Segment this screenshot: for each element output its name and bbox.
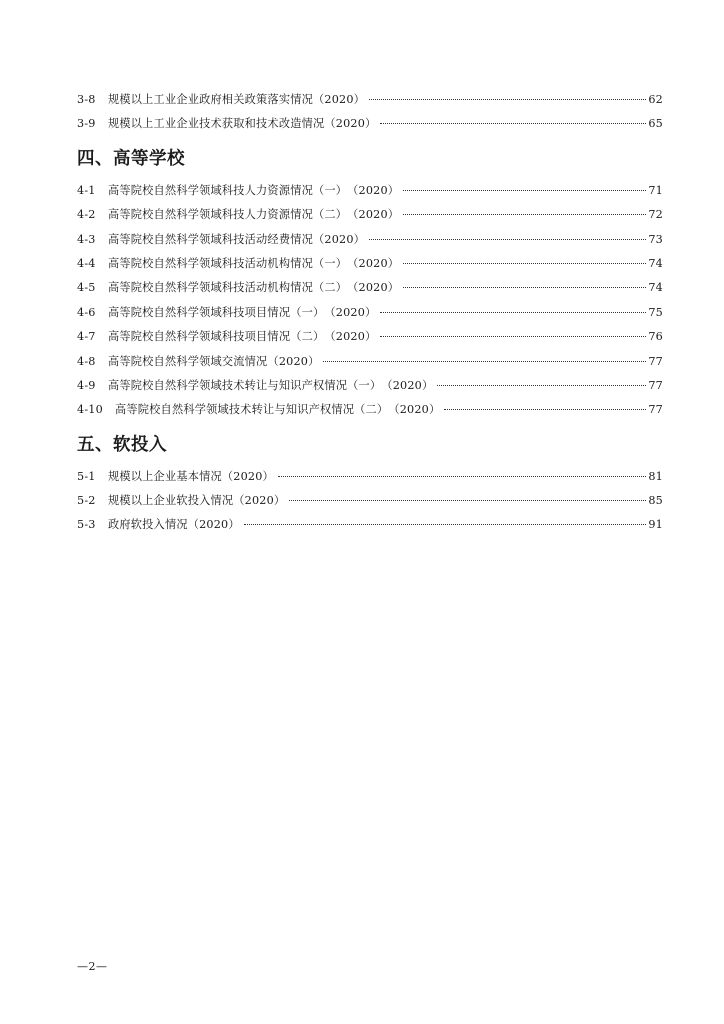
- entry-title: 高等院校自然科学领域技术转让与知识产权情况（一）: [108, 378, 382, 392]
- entry-number: 4-7: [77, 330, 96, 344]
- entry-title: 规模以上工业企业技术获取和技术改造情况: [108, 117, 325, 131]
- entry-page-number: 85: [648, 494, 663, 508]
- dot-leader: [403, 286, 646, 288]
- entry-number: 4-10: [77, 403, 103, 417]
- entry-number: 5-3: [77, 518, 96, 532]
- entry-year: （2020）: [381, 378, 434, 392]
- entry-title: 高等院校自然科学领域科技人力资源情况（一）: [108, 183, 348, 197]
- entry-title: 高等院校自然科学领域科技活动经费情况: [108, 232, 313, 246]
- entry-page-number: 72: [648, 208, 663, 222]
- dot-leader: [403, 213, 646, 215]
- entry-page-number: 74: [648, 281, 663, 295]
- entry-number: 3-9: [77, 117, 96, 131]
- entry-year: （2020）: [221, 469, 274, 483]
- entry-year: （2020）: [312, 93, 366, 106]
- dot-leader: [444, 408, 646, 410]
- dot-leader: [369, 238, 646, 240]
- dot-leader: [403, 262, 646, 264]
- entry-title: 高等院校自然科学领域科技活动机构情况（一）: [108, 256, 348, 270]
- entry-page-number: 62: [648, 93, 663, 106]
- entry-year: （2020）: [324, 330, 377, 344]
- toc-entry[interactable]: [77, 350, 663, 374]
- entry-number: 4-9: [77, 378, 96, 392]
- entry-title: 高等院校自然科学领域科技项目情况（一）: [108, 305, 325, 319]
- dot-leader: [403, 189, 646, 191]
- entry-page-number: 74: [648, 256, 663, 270]
- dot-leader: [380, 122, 646, 124]
- entry-number: 3-8: [77, 93, 96, 106]
- entry-page-number: 81: [648, 469, 663, 483]
- dot-leader: [369, 98, 646, 100]
- toc-entry[interactable]: [77, 88, 663, 112]
- toc-entry[interactable]: [77, 374, 663, 398]
- entry-title: 高等院校自然科学领域科技项目情况（二）: [108, 330, 325, 344]
- toc-entry[interactable]: [77, 179, 663, 203]
- entry-year: （2020）: [324, 117, 377, 131]
- dot-leader: [380, 335, 646, 337]
- dot-leader: [380, 311, 646, 313]
- entry-page-number: 71: [648, 183, 663, 197]
- entry-title: 政府软投入情况: [108, 518, 188, 532]
- entry-number: 5-1: [77, 469, 96, 483]
- entry-title: 高等院校自然科学领域科技人力资源情况（二）: [108, 208, 348, 222]
- entry-year: （2020）: [187, 518, 240, 532]
- entry-page-number: 77: [648, 354, 663, 368]
- toc-section-universities: [77, 141, 663, 423]
- entry-page-number: 65: [648, 117, 663, 131]
- toc-entry[interactable]: [77, 513, 663, 537]
- dot-leader: [323, 360, 646, 362]
- toc-entry[interactable]: [77, 301, 663, 325]
- entry-title: 高等院校自然科学领域交流情况: [108, 354, 268, 368]
- entry-number: 4-8: [77, 354, 96, 368]
- page-number-footer: —2—: [77, 960, 108, 973]
- toc-entry[interactable]: [77, 465, 663, 489]
- section-heading: 五、软投入: [77, 434, 167, 455]
- entry-year: （2020）: [312, 232, 366, 246]
- toc-entry[interactable]: [77, 112, 663, 136]
- entry-number: 4-6: [77, 305, 96, 319]
- entry-title: 规模以上企业基本情况: [108, 469, 222, 483]
- entry-title: 规模以上工业企业政府相关政策落实情况: [108, 93, 313, 106]
- dot-leader: [244, 523, 647, 525]
- dot-leader: [278, 475, 646, 477]
- toc-entry[interactable]: [77, 489, 663, 513]
- toc-entry[interactable]: [77, 203, 663, 227]
- dot-leader: [437, 384, 646, 386]
- toc-entry[interactable]: [77, 398, 663, 422]
- entry-number: 4-5: [77, 281, 96, 295]
- toc-entry[interactable]: [77, 325, 663, 349]
- entry-year: （2020）: [267, 354, 320, 368]
- entry-page-number: 73: [648, 232, 663, 246]
- dot-leader: [289, 499, 646, 501]
- entry-year: （2020）: [347, 208, 400, 222]
- entry-year: （2020）: [388, 403, 441, 417]
- toc-section-soft-investment: [77, 427, 663, 538]
- entry-year: （2020）: [347, 183, 400, 197]
- entry-title: 高等院校自然科学领域技术转让与知识产权情况（二）: [115, 403, 389, 417]
- toc-entry[interactable]: [77, 252, 663, 276]
- entry-title: 规模以上企业软投入情况: [108, 494, 234, 508]
- toc-entry[interactable]: [77, 228, 663, 252]
- entry-page-number: 77: [648, 378, 663, 392]
- toc-section-3-continued: [77, 88, 663, 137]
- section-heading: 四、高等学校: [77, 148, 185, 169]
- entry-year: （2020）: [233, 494, 286, 508]
- entry-number: 4-2: [77, 208, 96, 222]
- entry-year: （2020）: [347, 281, 400, 295]
- entry-number: 4-1: [77, 183, 96, 197]
- entry-page-number: 91: [648, 518, 663, 532]
- entry-number: 4-3: [77, 232, 96, 246]
- entry-page-number: 75: [648, 305, 663, 319]
- entry-page-number: 77: [648, 403, 663, 417]
- entry-title: 高等院校自然科学领域科技活动机构情况（二）: [108, 281, 348, 295]
- table-of-contents: [77, 88, 663, 538]
- entry-year: （2020）: [324, 305, 377, 319]
- entry-year: （2020）: [347, 256, 400, 270]
- toc-entry[interactable]: [77, 276, 663, 300]
- entry-page-number: 76: [648, 330, 663, 344]
- entry-number: 5-2: [77, 494, 96, 508]
- entry-number: 4-4: [77, 256, 96, 270]
